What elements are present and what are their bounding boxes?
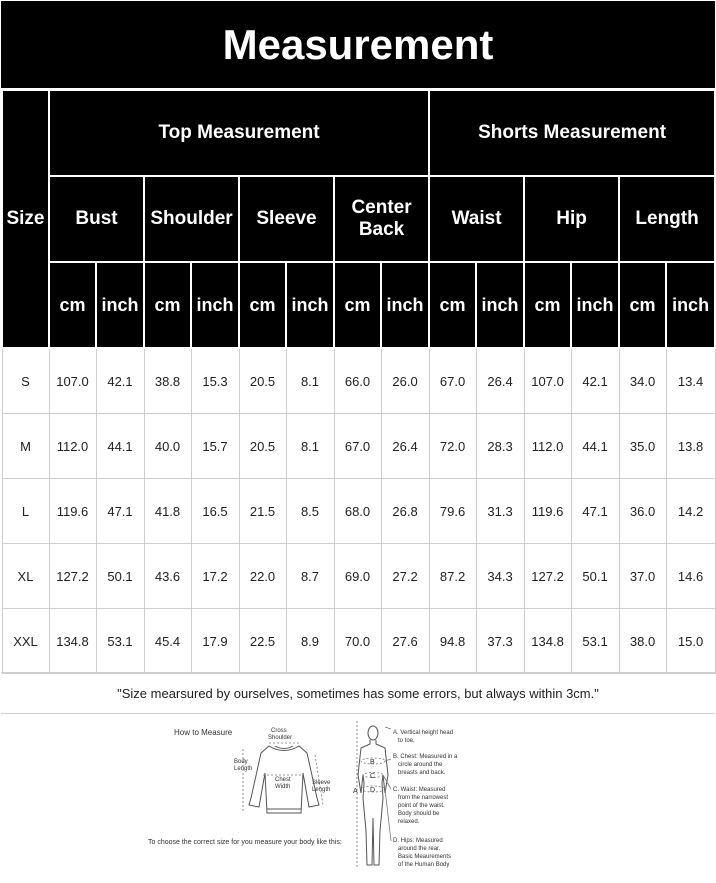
measure-guide bbox=[1, 713, 715, 878]
unit-header: cm bbox=[429, 262, 476, 348]
value-cell: 35.0 bbox=[619, 414, 666, 479]
value-cell: 69.0 bbox=[334, 544, 381, 609]
top-measurement-header: Top Measurement bbox=[49, 90, 429, 176]
value-cell: 37.3 bbox=[476, 609, 524, 674]
note-c-4: Body should be bbox=[398, 811, 440, 817]
letter-d: D bbox=[370, 787, 376, 794]
value-cell: 21.5 bbox=[239, 479, 286, 544]
size-header: Size bbox=[2, 90, 49, 348]
value-cell: 14.6 bbox=[666, 544, 715, 609]
value-cell: 13.4 bbox=[666, 348, 715, 414]
table-row bbox=[2, 609, 715, 674]
hip-header: Hip bbox=[524, 176, 619, 262]
value-cell: 26.8 bbox=[381, 479, 429, 544]
value-cell: 20.5 bbox=[239, 414, 286, 479]
value-cell: 134.8 bbox=[49, 609, 96, 674]
letter-b: B bbox=[370, 759, 375, 766]
note-b-2: circle around the bbox=[398, 762, 443, 768]
shorts-measurement-header: Shorts Measurement bbox=[429, 90, 715, 176]
note-a-1: A. Vertical height head bbox=[393, 730, 454, 736]
value-cell: 38.8 bbox=[144, 348, 191, 414]
value-cell: 36.0 bbox=[619, 479, 666, 544]
value-cell: 26.4 bbox=[476, 348, 524, 414]
value-cell: 50.1 bbox=[571, 544, 619, 609]
chest-width-label-1: Chest bbox=[275, 777, 291, 783]
value-cell: 87.2 bbox=[429, 544, 476, 609]
value-cell: 67.0 bbox=[429, 348, 476, 414]
value-cell: 8.9 bbox=[286, 609, 334, 674]
letter-c: C bbox=[370, 773, 376, 780]
value-cell: 8.1 bbox=[286, 348, 334, 414]
unit-header: inch bbox=[571, 262, 619, 348]
note-b-1: B. Chest: Measured in a bbox=[393, 754, 458, 760]
value-cell: 27.6 bbox=[381, 609, 429, 674]
figure-notes bbox=[393, 730, 458, 868]
unit-header: cm bbox=[524, 262, 571, 348]
table-row bbox=[2, 479, 715, 544]
value-cell: 47.1 bbox=[96, 479, 144, 544]
value-cell: 67.0 bbox=[334, 414, 381, 479]
value-cell: 8.7 bbox=[286, 544, 334, 609]
note-c-1: C. Waist: Measured bbox=[393, 787, 446, 793]
value-cell: 26.0 bbox=[381, 348, 429, 414]
waist-header: Waist bbox=[429, 176, 524, 262]
value-cell: 22.5 bbox=[239, 609, 286, 674]
value-cell: 43.6 bbox=[144, 544, 191, 609]
body-length-label-2: Length bbox=[234, 766, 253, 772]
table-row bbox=[2, 348, 715, 414]
value-cell: 27.2 bbox=[381, 544, 429, 609]
value-cell: 72.0 bbox=[429, 414, 476, 479]
value-cell: 34.3 bbox=[476, 544, 524, 609]
note-d-2: around the rear. bbox=[398, 846, 441, 852]
value-cell: 107.0 bbox=[49, 348, 96, 414]
value-cell: 47.1 bbox=[571, 479, 619, 544]
sleeve-length-label-2: Length bbox=[312, 787, 331, 793]
unit-header: cm bbox=[144, 262, 191, 348]
instruction-text: To choose the correct size for you measure your body like this: bbox=[148, 839, 342, 846]
unit-header: inch bbox=[286, 262, 334, 348]
value-cell: 13.8 bbox=[666, 414, 715, 479]
value-cell: 28.3 bbox=[476, 414, 524, 479]
value-cell: 8.5 bbox=[286, 479, 334, 544]
table-row bbox=[2, 414, 715, 479]
unit-header: inch bbox=[96, 262, 144, 348]
value-cell: 112.0 bbox=[524, 414, 571, 479]
value-cell: 119.6 bbox=[524, 479, 571, 544]
value-cell: 45.4 bbox=[144, 609, 191, 674]
value-cell: 42.1 bbox=[96, 348, 144, 414]
size-note: "Size mearsured by ourselves, sometimes has some errors, but always within 3cm." bbox=[1, 672, 715, 714]
value-cell: 40.0 bbox=[144, 414, 191, 479]
value-cell: 94.8 bbox=[429, 609, 476, 674]
unit-header: inch bbox=[191, 262, 239, 348]
size-cell: L bbox=[2, 479, 49, 544]
value-cell: 17.9 bbox=[191, 609, 239, 674]
value-cell: 41.8 bbox=[144, 479, 191, 544]
value-cell: 44.1 bbox=[571, 414, 619, 479]
body-length-label-1: Body bbox=[234, 759, 248, 765]
unit-header: inch bbox=[381, 262, 429, 348]
value-cell: 15.7 bbox=[191, 414, 239, 479]
sleeve-length-label-1: Sleeve bbox=[312, 780, 331, 786]
value-cell: 14.2 bbox=[666, 479, 715, 544]
value-cell: 53.1 bbox=[571, 609, 619, 674]
note-c-2: from the narrowest bbox=[398, 795, 449, 801]
size-cell: XXL bbox=[2, 609, 49, 674]
unit-header: inch bbox=[476, 262, 524, 348]
unit-header: cm bbox=[49, 262, 96, 348]
body-figure bbox=[358, 726, 388, 865]
page-title: Measurement bbox=[1, 1, 715, 88]
note-c-3: point of the waist. bbox=[398, 803, 445, 809]
value-cell: 34.0 bbox=[619, 348, 666, 414]
value-cell: 15.3 bbox=[191, 348, 239, 414]
value-cell: 22.0 bbox=[239, 544, 286, 609]
value-cell: 127.2 bbox=[524, 544, 571, 609]
letter-a: A bbox=[353, 788, 358, 795]
value-cell: 112.0 bbox=[49, 414, 96, 479]
size-cell: M bbox=[2, 414, 49, 479]
value-cell: 42.1 bbox=[571, 348, 619, 414]
size-chart-table bbox=[1, 89, 716, 674]
unit-header: inch bbox=[666, 262, 715, 348]
value-cell: 17.2 bbox=[191, 544, 239, 609]
value-cell: 70.0 bbox=[334, 609, 381, 674]
unit-header: cm bbox=[239, 262, 286, 348]
note-a-2: to toe. bbox=[398, 738, 415, 744]
value-cell: 53.1 bbox=[96, 609, 144, 674]
chest-width-label-2: Width bbox=[275, 784, 291, 790]
how-to-measure-label: How to Measure bbox=[174, 728, 233, 737]
value-cell: 127.2 bbox=[49, 544, 96, 609]
value-cell: 26.4 bbox=[381, 414, 429, 479]
unit-header: cm bbox=[619, 262, 666, 348]
value-cell: 8.1 bbox=[286, 414, 334, 479]
center-back-header: Center Back bbox=[334, 176, 429, 262]
value-cell: 20.5 bbox=[239, 348, 286, 414]
value-cell: 107.0 bbox=[524, 348, 571, 414]
value-cell: 37.0 bbox=[619, 544, 666, 609]
value-cell: 44.1 bbox=[96, 414, 144, 479]
value-cell: 15.0 bbox=[666, 609, 715, 674]
value-cell: 31.3 bbox=[476, 479, 524, 544]
value-cell: 119.6 bbox=[49, 479, 96, 544]
sleeve-header: Sleeve bbox=[239, 176, 334, 262]
unit-header: cm bbox=[334, 262, 381, 348]
note-d-3: Basic Meaurements bbox=[398, 854, 452, 860]
cross-label-2: Shoulder bbox=[268, 735, 293, 741]
note-b-3: breasts and back. bbox=[398, 770, 446, 776]
measure-guide-illustration bbox=[1, 713, 715, 878]
size-cell: XL bbox=[2, 544, 49, 609]
note-c-5: relaxed. bbox=[398, 819, 420, 825]
value-cell: 50.1 bbox=[96, 544, 144, 609]
length-header: Length bbox=[619, 176, 715, 262]
bust-header: Bust bbox=[49, 176, 144, 262]
value-cell: 16.5 bbox=[191, 479, 239, 544]
value-cell: 79.6 bbox=[429, 479, 476, 544]
note-d-4: of the Human Body bbox=[398, 862, 450, 868]
value-cell: 66.0 bbox=[334, 348, 381, 414]
table-row bbox=[2, 544, 715, 609]
value-cell: 38.0 bbox=[619, 609, 666, 674]
size-cell: S bbox=[2, 348, 49, 414]
cross-label-1: Cross bbox=[271, 728, 287, 734]
value-cell: 134.8 bbox=[524, 609, 571, 674]
note-d-1: D. Hips: Measured bbox=[393, 838, 443, 844]
shoulder-header: Shoulder bbox=[144, 176, 239, 262]
value-cell: 68.0 bbox=[334, 479, 381, 544]
